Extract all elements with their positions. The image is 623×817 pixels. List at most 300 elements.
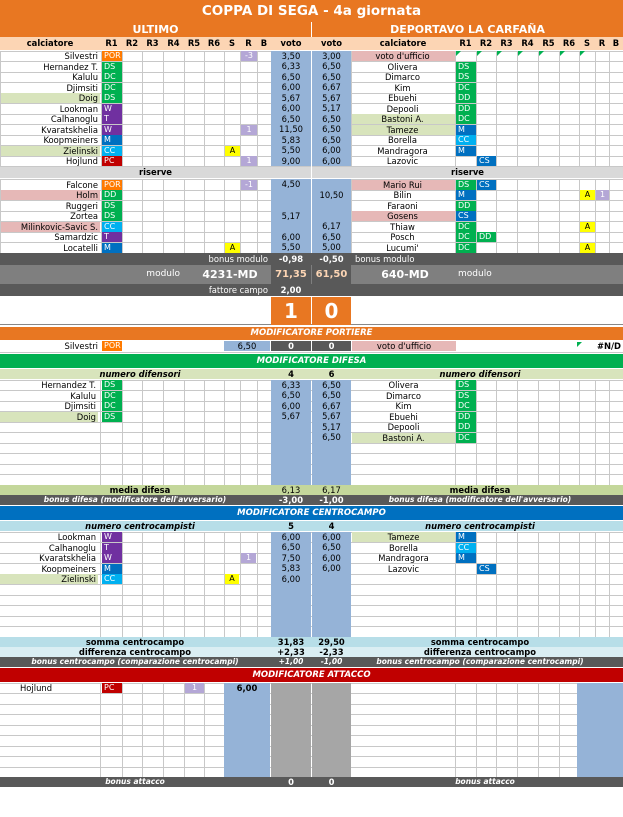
- grid-line: [595, 532, 596, 637]
- player-name: Gosens: [352, 211, 455, 221]
- fattore-campo-band: [0, 284, 623, 296]
- col-r1-home: R1: [105, 38, 118, 48]
- bonus-cell: 1: [596, 190, 609, 200]
- section-mod_centro: MODIFICATORE CENTROCAMPO: [0, 506, 623, 520]
- player-name: Lookman: [57, 532, 96, 542]
- player-voto: 6,50: [271, 72, 311, 83]
- player-name: Lookman: [59, 103, 98, 114]
- player-name: Hernandez T.: [41, 380, 96, 390]
- grid-line: [476, 51, 477, 167]
- player-voto: 6,50: [312, 61, 351, 72]
- role-badge: M: [456, 553, 476, 563]
- grid-line: [476, 380, 477, 485]
- player-voto: 6,50: [312, 114, 351, 125]
- grid-line: [609, 51, 610, 167]
- player-name: Mandragora: [378, 553, 429, 563]
- player-voto: 5,50: [271, 145, 311, 156]
- player-voto: 11,50: [271, 124, 311, 135]
- player-voto: 7,50: [281, 552, 301, 563]
- player-voto: 6,50: [312, 124, 351, 135]
- flag-icon: [560, 51, 565, 56]
- player-voto: 5,17: [312, 103, 351, 114]
- role-badge: M: [456, 190, 476, 200]
- col-r6-home: R6: [207, 38, 221, 48]
- player-voto: 5,83: [271, 135, 311, 146]
- assist-cell: A: [225, 574, 239, 584]
- total-away: 61,50: [312, 265, 351, 284]
- player-voto: 6,00: [281, 400, 301, 411]
- role-badge: DS: [456, 380, 476, 390]
- col-calciatore-home: calciatore: [26, 38, 74, 48]
- player-voto: 5,83: [281, 563, 301, 573]
- diff-centrocampo-label-away: differenza centrocampo: [423, 646, 537, 657]
- flag-icon: [477, 51, 482, 56]
- player-name: Samardzic: [54, 232, 98, 242]
- player-name: Mandragora: [377, 145, 428, 156]
- player-name: Bastoni A.: [352, 114, 455, 124]
- player-voto: 6,33: [271, 61, 311, 72]
- player-voto: 6,50: [322, 542, 341, 552]
- grid-line: [122, 532, 123, 637]
- player-name: Calhanoglu: [50, 114, 98, 124]
- role-badge: DC: [456, 114, 476, 124]
- role-badge: W: [102, 553, 122, 563]
- grid-line: [517, 179, 518, 253]
- player-voto: 6,50: [312, 232, 351, 243]
- role-badge: DS: [102, 211, 122, 221]
- player-name: Olivera: [387, 61, 418, 72]
- player-voto: 6,50: [281, 542, 301, 552]
- role-badge: POR: [104, 179, 121, 189]
- player-voto: 6,50: [271, 114, 311, 125]
- role-badge: DS: [102, 380, 122, 390]
- player-name: Djimsiti: [64, 401, 96, 411]
- player-name: Kvaratskhelia: [41, 124, 98, 135]
- grid-line: [538, 179, 539, 253]
- section-mod-attacco: MODIFICATORE ATTACCO: [0, 668, 623, 682]
- reserves-header-away: riserve: [312, 167, 623, 178]
- modulo-away: 640-MD: [381, 267, 429, 281]
- portiere-home-name: Silvestri: [64, 340, 98, 351]
- attacco-home-total-col: [271, 683, 311, 778]
- player-voto: [271, 200, 311, 211]
- grid-line: [496, 51, 497, 167]
- role-badge: DC: [456, 83, 476, 93]
- player-voto: 6,00: [322, 531, 341, 542]
- attacco-home-val: 6,00: [236, 682, 258, 693]
- grid-line: [559, 532, 560, 637]
- bonus-centrocampo-home: +1,00: [278, 656, 304, 666]
- role-badge: M: [102, 135, 122, 145]
- player-voto: [271, 190, 311, 201]
- somma-centrocampo-label-home: somma centrocampo: [85, 636, 185, 647]
- player-voto: 6,00: [322, 552, 341, 563]
- grid-line: [204, 532, 205, 637]
- player-name: Lucumi': [386, 242, 419, 253]
- role-badge: DC: [102, 391, 122, 401]
- grid-line: [142, 179, 143, 253]
- role-badge: M: [456, 146, 476, 156]
- grid-line: [538, 380, 539, 485]
- grid-line: [257, 380, 258, 485]
- role-badge: DC: [456, 401, 476, 411]
- subheader-label-home: numero centrocampisti: [85, 520, 195, 531]
- role-badge: DC: [102, 72, 122, 82]
- player-name: Doig: [0, 412, 98, 422]
- player-voto: 9,00: [271, 156, 311, 167]
- modulo-label: modulo: [146, 268, 180, 279]
- role-badge: POR: [104, 341, 121, 350]
- role-badge: DC: [102, 401, 122, 411]
- player-voto: 6,00: [312, 145, 351, 156]
- col-r5-home: R5: [187, 38, 201, 48]
- grid-line: [609, 532, 610, 637]
- player-name: voto d'ufficio: [352, 51, 455, 61]
- role-badge: DD: [456, 93, 476, 103]
- role-badge: CD: [458, 156, 470, 165]
- player-name: Olivera: [388, 380, 419, 390]
- player-name: Doig: [1, 93, 100, 103]
- grid-line: [142, 532, 143, 637]
- grid-line: [559, 179, 560, 253]
- grid-line: [122, 51, 123, 167]
- grid-line: [517, 51, 518, 167]
- subheader-label-away: numero difensori: [439, 368, 521, 379]
- grid-line: [240, 179, 241, 253]
- player-voto: 6,00: [281, 531, 301, 542]
- count-home: 5: [288, 520, 294, 531]
- role-badge: DD: [456, 412, 476, 422]
- section-mod-portiere: MODIFICATORE PORTIERE: [0, 327, 623, 340]
- grid-line: [257, 179, 258, 253]
- player-name: Falcone: [66, 179, 98, 190]
- grid-line: [224, 532, 225, 637]
- portiere-home-bonus: 0: [271, 341, 311, 352]
- portiere-home-val: 6,50: [224, 341, 270, 352]
- col-rr-home: R: [245, 38, 252, 48]
- role-badge: DS: [456, 62, 476, 72]
- role-badge: DS: [102, 62, 122, 72]
- role-badge: W: [102, 125, 122, 135]
- grid-line: [204, 683, 205, 778]
- player-voto: [312, 179, 351, 190]
- grid-line: [517, 683, 518, 778]
- col-s-away: S: [583, 38, 591, 48]
- role-badge: PC: [102, 156, 122, 166]
- player-voto: 5,67: [271, 93, 311, 104]
- assist-cell: A: [580, 190, 595, 200]
- role-badge: DS: [102, 201, 122, 211]
- assist-cell: A: [580, 243, 595, 253]
- player-name: Zortea: [70, 211, 98, 221]
- role-badge: PC: [102, 683, 122, 693]
- somma-centrocampo-home: 31,83: [277, 636, 305, 647]
- role-badge: CS: [477, 180, 496, 190]
- player-voto: 6,67: [322, 400, 341, 411]
- total-home: 71,35: [271, 265, 311, 284]
- assist-cell: A: [225, 243, 240, 253]
- player-name: Koopmeiners: [43, 135, 98, 145]
- player-name: Holm: [1, 190, 100, 200]
- somma-centrocampo-label-away: somma centrocampo: [430, 636, 530, 647]
- grid-line: [184, 683, 185, 778]
- section-mod_difesa: MODIFICATORE DIFESA: [0, 354, 623, 368]
- portiere-away-bonus: 0: [312, 341, 351, 352]
- role-badge: DD: [456, 422, 476, 432]
- player-name: Bastoni A.: [352, 433, 455, 443]
- col-b-away: B: [612, 38, 620, 48]
- flag-icon: [539, 51, 544, 56]
- player-name: Zielinski: [0, 574, 98, 584]
- grid-line: [100, 683, 101, 778]
- player-voto: 6,50: [281, 390, 301, 400]
- media-difesa-away: 6,17: [322, 484, 341, 495]
- role-badge: DS: [102, 412, 122, 422]
- role-badge: DC: [456, 243, 476, 253]
- portiere-away-error: #N/D: [596, 340, 621, 351]
- role-badge: T: [102, 543, 122, 553]
- grid-line: [0, 352, 623, 353]
- player-voto: 5,67: [322, 411, 341, 421]
- col-s-home: S: [228, 38, 236, 48]
- player-voto: 6,00: [271, 232, 311, 243]
- player-name: Posch: [390, 232, 415, 242]
- modulo-home: 4231-MD: [202, 267, 258, 281]
- player-name: Thiaw: [390, 221, 415, 232]
- fattore-campo-value: 2,00: [280, 284, 302, 295]
- bonus-centrocampo-label-away: bonus centrocampo (comparazione centrocampi): [376, 656, 584, 666]
- player-voto: 6,67: [312, 82, 351, 93]
- count-away: 4: [328, 520, 335, 531]
- role-badge: W: [102, 104, 122, 114]
- score-home: 1: [271, 297, 311, 325]
- col-voto-home: voto: [280, 38, 302, 48]
- player-voto: 5,00: [312, 242, 351, 253]
- player-name: Tameze: [352, 532, 455, 542]
- player-name: Bilin: [393, 190, 412, 200]
- grid-line: [257, 51, 258, 167]
- bonus-cell: -3: [241, 51, 257, 61]
- role-badge: DD: [477, 232, 496, 242]
- player-name: Ebuehi: [388, 93, 417, 103]
- grid-line: [559, 51, 560, 167]
- player-voto: 5,17: [271, 211, 311, 222]
- grid-line: [496, 532, 497, 637]
- role-badge: POR: [104, 51, 121, 60]
- player-name: Hernandez T.: [43, 61, 98, 72]
- grid-line: [496, 179, 497, 253]
- grid-line: [163, 179, 164, 253]
- grid-line: [100, 380, 101, 485]
- role-badge: CC: [456, 135, 476, 145]
- role-badge: CD: [458, 563, 470, 573]
- col-r1-away: R1: [459, 38, 472, 48]
- role-badge: DC: [102, 83, 122, 93]
- bonus-attacco-away: 0: [328, 777, 335, 787]
- player-name: Tameze: [352, 125, 455, 135]
- grid-line: [476, 683, 477, 778]
- bonus-centrocampo-away: -1,00: [320, 656, 343, 666]
- col-r6-away: R6: [562, 38, 576, 48]
- grid-line: [257, 532, 258, 637]
- grid-line: [538, 532, 539, 637]
- grid-line: [122, 179, 123, 253]
- grid-line: [240, 51, 241, 167]
- attacco-away-values: [577, 683, 623, 778]
- grid-line: [559, 683, 560, 778]
- bonus-cell: 1: [241, 553, 256, 563]
- media-difesa-label-home: media difesa: [109, 484, 171, 495]
- player-voto: 6,17: [312, 221, 351, 232]
- media-difesa-home: 6,13: [281, 484, 301, 495]
- count-away: 6: [328, 368, 335, 379]
- flag-icon: [518, 51, 523, 56]
- bonus-difesa-away: -1,00: [319, 494, 344, 505]
- col-r3-away: R3: [500, 38, 513, 48]
- grid-line: [163, 532, 164, 637]
- player-voto: 6,50: [322, 390, 341, 400]
- grid-line: [595, 51, 596, 167]
- grid-line: [224, 380, 225, 485]
- grid-line: [142, 683, 143, 778]
- grid-line: [122, 380, 123, 485]
- away-team-name: DEPORTAVO LA CARFAÑA: [312, 22, 623, 37]
- grid-line: [496, 380, 497, 485]
- bonus-cell: 1: [241, 156, 257, 166]
- grid-line: [163, 51, 164, 167]
- player-name: Kim: [395, 401, 412, 411]
- count-home: 4: [288, 368, 294, 379]
- grid-line: [204, 51, 205, 167]
- player-voto: 10,50: [312, 190, 351, 201]
- player-name: Kalulu: [70, 390, 96, 401]
- bonus-modulo-away: -0,50: [319, 253, 344, 264]
- portiere-away-name: voto d'ufficio: [352, 341, 456, 352]
- player-voto: 3,50: [271, 51, 311, 62]
- col-rr-away: R: [598, 38, 606, 48]
- role-badge: DS: [456, 180, 476, 190]
- role-badge: CC: [456, 543, 476, 553]
- diff-centrocampo-away: -2,33: [319, 646, 344, 657]
- grid-line: [163, 683, 164, 778]
- bonus-cell: 1: [185, 683, 204, 693]
- diff-centrocampo-home: +2,33: [277, 646, 305, 657]
- player-name: Hojlund: [65, 156, 98, 166]
- player-voto: 6,00: [281, 573, 301, 584]
- bonus-attacco-label-away: bonus attacco: [455, 777, 515, 786]
- player-name: Ruggeri: [65, 200, 98, 211]
- bonus-modulo-home: -0,98: [278, 253, 304, 264]
- col-calciatore-away: calciatore: [379, 38, 427, 48]
- grid-line: [142, 380, 143, 485]
- grid-line: [609, 380, 610, 485]
- role-badge: CS: [477, 564, 496, 574]
- score-away: 0: [312, 297, 351, 325]
- col-r3-home: R3: [146, 38, 159, 48]
- grid-line: [559, 380, 560, 485]
- grid-line: [595, 380, 596, 485]
- col-b-home: B: [260, 38, 268, 48]
- col-r2-home: R2: [125, 38, 139, 48]
- player-voto: [312, 211, 351, 222]
- player-name: Kalulu: [72, 72, 98, 82]
- grid-line: [240, 532, 241, 637]
- fattore-campo-label: fattore campo: [208, 284, 268, 295]
- role-badge: DC: [456, 222, 476, 232]
- subheader-label-home: numero difensori: [99, 368, 181, 379]
- grid-line: [224, 179, 225, 253]
- grid-line: [122, 683, 123, 778]
- player-name: Calhanoglu: [48, 542, 96, 553]
- player-voto: 6,50: [312, 72, 351, 83]
- role-badge: CC: [102, 574, 122, 584]
- player-voto: 6,00: [322, 563, 341, 573]
- col-r4-home: R4: [167, 38, 180, 48]
- player-name: Locatelli: [63, 242, 98, 253]
- role-badge: DS: [102, 93, 122, 103]
- role-badge: W: [102, 532, 122, 542]
- player-voto: 6,50: [322, 379, 341, 390]
- subheader-label-away: numero centrocampisti: [425, 520, 535, 531]
- player-name: Lazovic: [387, 563, 420, 574]
- role-badge: DS: [456, 391, 476, 401]
- role-badge: M: [456, 125, 476, 135]
- grid-line: [184, 51, 185, 167]
- player-name: Zielinski: [1, 146, 100, 156]
- somma-centrocampo-away: 29,50: [318, 636, 345, 647]
- grid-line: [204, 380, 205, 485]
- grid-line: [579, 532, 580, 637]
- role-badge: DD: [456, 201, 476, 211]
- grid-line: [240, 380, 241, 485]
- assist-cell: A: [225, 146, 240, 156]
- attacco-home-values: [224, 683, 270, 778]
- player-name: Depooli: [386, 103, 419, 114]
- player-voto: [312, 200, 351, 211]
- player-voto: 6,00: [312, 156, 351, 167]
- bonus-difesa-label-away: bonus difesa (modificatore dell'avversario): [388, 494, 572, 504]
- role-badge: M: [102, 243, 122, 253]
- modulo-label-away: modulo: [458, 268, 492, 279]
- player-name: Kim: [394, 82, 411, 93]
- player-name: Dimarco: [384, 72, 421, 82]
- player-name: Silvestri: [64, 51, 98, 61]
- bonus-centrocampo-label-home: bonus centrocampo (comparazione centrocampi): [31, 656, 239, 666]
- role-badge: DC: [456, 232, 476, 242]
- grid-line: [100, 532, 101, 637]
- bonus-cell: 1: [241, 125, 257, 135]
- player-name: Depooli: [387, 422, 420, 432]
- player-voto: 6,50: [312, 135, 351, 146]
- attacco-home-name: Hojlund: [20, 682, 53, 693]
- player-voto: 6,00: [271, 82, 311, 93]
- home-team-name: ULTIMO: [0, 22, 311, 37]
- bonus-difesa-home: -3,00: [278, 494, 304, 505]
- player-voto: 6,33: [281, 379, 301, 390]
- grid-line: [579, 51, 580, 167]
- grid-line: [538, 51, 539, 167]
- player-voto: 4,50: [271, 179, 311, 190]
- grid-line: [476, 532, 477, 637]
- player-voto: 3,00: [312, 51, 351, 62]
- grid-line: [517, 380, 518, 485]
- attacco-away-total-col: [312, 683, 351, 778]
- grid-line: [538, 683, 539, 778]
- bonus-difesa-label-home: bonus difesa (modificatore dell'avversario): [43, 494, 227, 504]
- role-badge: CC: [102, 146, 122, 156]
- player-voto: 6,50: [322, 432, 341, 442]
- player-voto: 6,00: [271, 103, 311, 114]
